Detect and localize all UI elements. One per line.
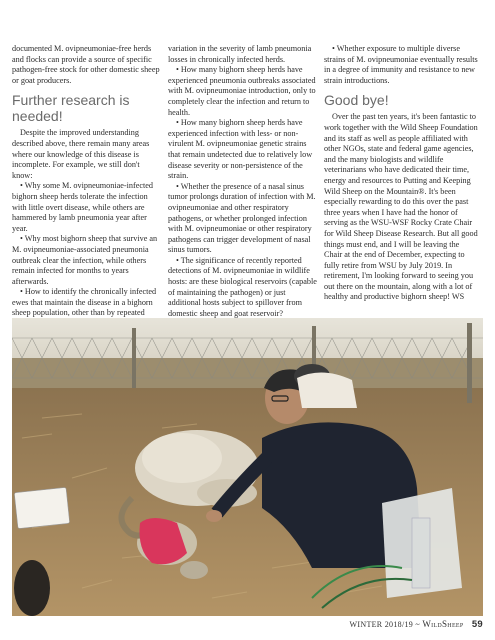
- footer-magazine-name: WildSheep: [422, 619, 464, 629]
- column-3: [324, 44, 479, 303]
- bullet-item: • The significance of recently reported detections of M. ovipneumoniae in wildlife hosts: are these biological reservoirs (capable of maintaining the pathogen) or just additional hosts subject to spillover from domestic sheep and goat reservoir?: [168, 255, 317, 318]
- heading-good-bye: Good bye!: [324, 92, 389, 109]
- footer-issue: WINTER 2018/19 ~: [349, 620, 420, 629]
- column-1: [12, 44, 162, 340]
- bullet-item: • Whether exposure to multiple diverse strains of M. ovipneumoniae eventually results in a degree of immunity and resistance to new strain introductions.: [324, 44, 478, 85]
- bullet-item: • Whether the presence of a nasal sinus tumor prolongs duration of infection with M. ovipneumoniae and other respiratory pathogens, or whether prolonged infection with M. ovipneumoniae or other respiratory pathogens can trigger development of nasal sinus tumors.: [168, 181, 316, 255]
- paragraph-top: documented M. ovipneumoniae-free herds and flocks can provide a source of specific pathogen-free stock for other domestic sheep or goat producers.: [12, 44, 160, 85]
- bullet-item: • How to identify the chronically infected ewes that maintain the disease in a bighorn sheep population, other than by repeated: [12, 287, 157, 318]
- paragraph-continued: variation in the severity of lamb pneumonia losses in chronically infected herds.: [168, 44, 312, 64]
- heading-further-research: Further research is needed!: [12, 92, 130, 125]
- bullet-item: • Why some M. ovipneumoniae-infected bighorn sheep herds tolerate the infection with little overt disease, while others are hammered by lamb pneumonia year after year.: [12, 181, 153, 233]
- bullet-item: • How many bighorn sheep herds have experienced infection with less- or non-virulent M. ovipneumoniae genetic strains that remain undetected due to relatively low disease severity or non-persistence of the strain.: [168, 118, 313, 181]
- column-2: [168, 44, 318, 319]
- bullet-item: • Why most bighorn sheep that survive an M. ovipneumoniae-associated pneumonia outbreak clear the infection, while others remain infected for months to years afterwards.: [12, 234, 158, 286]
- paragraph-good-bye: Over the past ten years, it's been fantastic to work together with the Wild Sheep Foundation and its staff as well as people affiliated with other NGOs, state and federal game agencies, and the many biologists and wildlife veterinarians who have dedicated their time, energy and resources to Putting and Keeping Wild Sheep on the Mountain®. It's been especially rewarding to do this over the past three years when I have had the honor of serving as the WSU-WSF Rocky Crate Chair for Wild Sheep Disease Research. But all good things must end, and I will be leaving the Chair at the end of December, expecting to fully retire from WSU by July 2019. In retirement, I'm looking forward to seeing you out there on the mountain, along with a lot of healthy and productive bighorn sheep! WS: [324, 112, 478, 302]
- photo-illustration: [12, 318, 483, 616]
- page-number: 59: [471, 619, 483, 630]
- paragraph-intro: Despite the improved understanding described above, there remain many areas where our knowledge of this disease is incomplete. For example, we still don't know:: [12, 128, 150, 180]
- page-footer: [350, 619, 483, 630]
- photo-researcher-with-sheep: [12, 318, 483, 616]
- bullet-item: • How many bighorn sheep herds have experienced pneumonia outbreaks associated with M. ovipneumoniae introduction, only to completely clear the infection and return to health.: [168, 65, 316, 117]
